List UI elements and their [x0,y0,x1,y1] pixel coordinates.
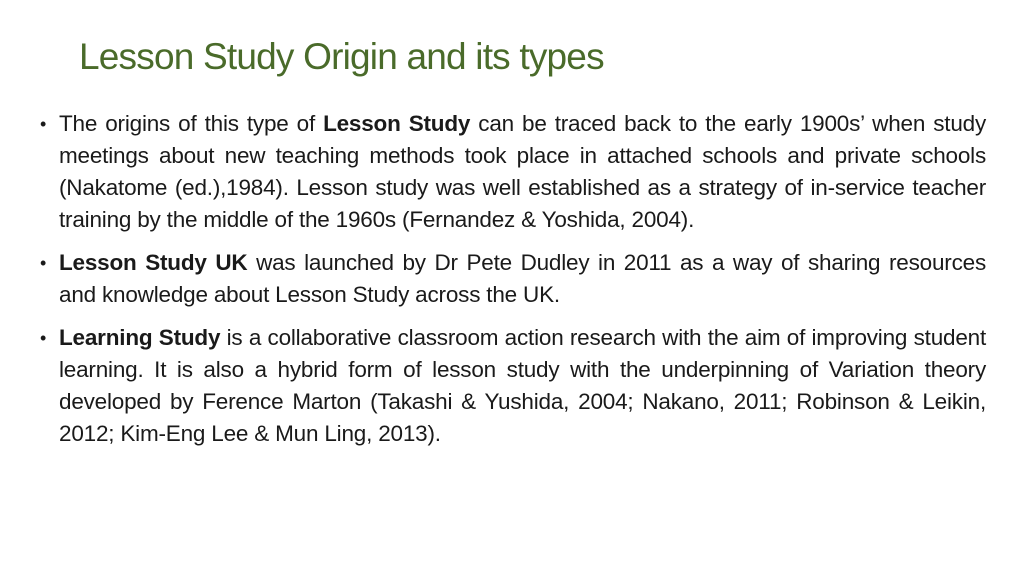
slide-title: Lesson Study Origin and its types [79,36,604,77]
bullet-text-after: can be traced back to the early 1900s’ when study meetings about new teaching methods took place in attached schools and private schools (Nakatome (ed.),1984). Lesson study was well established as a strategy of in-service teacher training by the middle of the 1960s (Fernandez & Yoshida, 2004). [59,111,987,232]
bullet-list [38,108,986,461]
bullet-term: Learning Study [59,325,221,350]
bullet-dot-icon: • [40,253,47,273]
bullet-text-after: is a collaborative classroom action research with the aim of improving student learning. It is also a hybrid form of lesson study with the underpinning of Variation theory developed by Ference Marton (Takashi & Yushida, 2004; Nakano, 2011; Robinson & Leikin, 2012; Kim-Eng Lee & Mun Ling, 2013). [59,325,986,446]
bullet-dot-icon: • [40,328,47,348]
bullet-item-origins [38,108,986,236]
bullet-item-lesson-study-uk [38,247,986,311]
bullet-term: Lesson Study [323,111,471,136]
bullet-term: Lesson Study UK [59,250,248,275]
bullet-dot-icon: • [40,114,47,134]
bullet-item-learning-study [38,322,986,450]
bullet-text-after: was launched by Dr Pete Dudley in 2011 as a way of sharing resources and knowledge about Lesson Study across the UK. [59,250,986,307]
bullet-text-before: The origins of this type of [59,111,324,136]
